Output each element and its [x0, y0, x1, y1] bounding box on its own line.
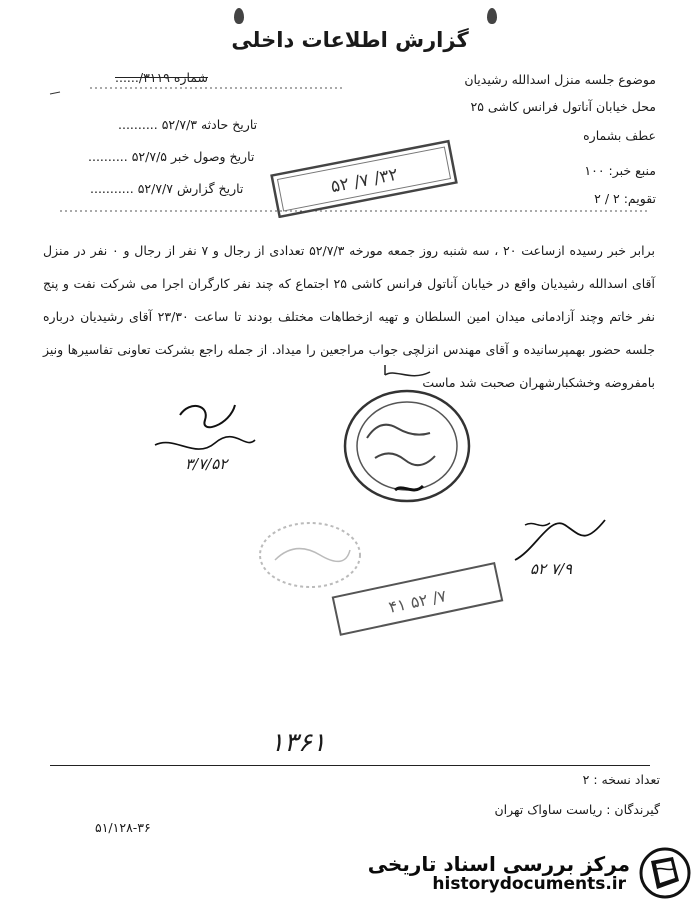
- annotation-number: ۱۳۶۱: [270, 728, 326, 758]
- subject-field: موضوع جلسه منزل اسدالله رشیدیان: [464, 72, 656, 87]
- copies-count: تعداد نسخه : ۲: [582, 772, 660, 787]
- reference-code: ۵۱/۱۲۸-۳۶: [95, 820, 151, 835]
- stamp-date-text: ۵۲ /۷ /۳۲: [329, 164, 400, 198]
- evaluation-field: تقویم: ۲ / ۲: [594, 191, 656, 206]
- report-date: تاریخ گزارش ۵۲/۷/۷ ...........: [90, 181, 244, 196]
- receipt-date: تاریخ وصول خبر ۵۲/۷/۵ ..........: [88, 149, 255, 164]
- attachment-field: عطف بشماره: [583, 128, 656, 143]
- signature-2-date: ۷/۹ ۵۲: [530, 560, 573, 578]
- signature-1-date: ۳/۷/۵۲: [185, 455, 228, 473]
- recipients: گیرندگان : ریاست ساواک تهران: [494, 802, 660, 817]
- watermark-logo-icon: [637, 845, 693, 901]
- footer-divider: [50, 765, 650, 766]
- watermark-title: مرکز بررسی اسناد تاریخی: [367, 852, 630, 876]
- location-field: محل خیابان آناتول فرانس کاشی ۲۵: [470, 99, 656, 114]
- end-mark: [380, 360, 440, 390]
- incident-date: تاریخ حادثه ۵۲/۷/۳ ..........: [118, 117, 258, 132]
- faint-stamp-area: [250, 515, 520, 645]
- round-seal-stamp: [335, 388, 475, 513]
- watermark-url: historydocuments.ir: [432, 874, 626, 894]
- source-field: منبع خبر: ۱۰۰: [584, 163, 656, 178]
- document-title: گزارش اطلاعات داخلی: [231, 28, 469, 52]
- stamp-2-text: ۴۱ ۵۲ /۷: [386, 586, 449, 617]
- report-body: برابر خبر رسیده ازساعت ۲۰ ، سه شنبه روز جمعه مورخه ۵۲/۷/۳ تعدادی از رجال و ۷ نفر از رجال و ۰ نفر در منزل آقای اسدالله رشیدیان واقع در خیابان آناتول فرانس کاشی ۲۵ اجتماع که چند نفر کارگران اجرا می شرکت نفت و پنج نفر خاتم وچند آزادمانی میدان امین السلطان و تهیه ازخطاهات مختلف بودند تا ساعت ۲۳/۳۰ آقای رشیدیان درباره جلسه حضور بهمپرسانیده و آقای مهندس انزلچی جواب مراجعین را میداد. از جمله راجع بشرکت تعاونی تفاسیرها ونیز بامفروضه وخشکبارشهران صحبت شد ماست: [43, 243, 656, 390]
- report-number: شماره ۳۱۱۹/......: [115, 70, 208, 85]
- date-stamp-header: [270, 138, 470, 218]
